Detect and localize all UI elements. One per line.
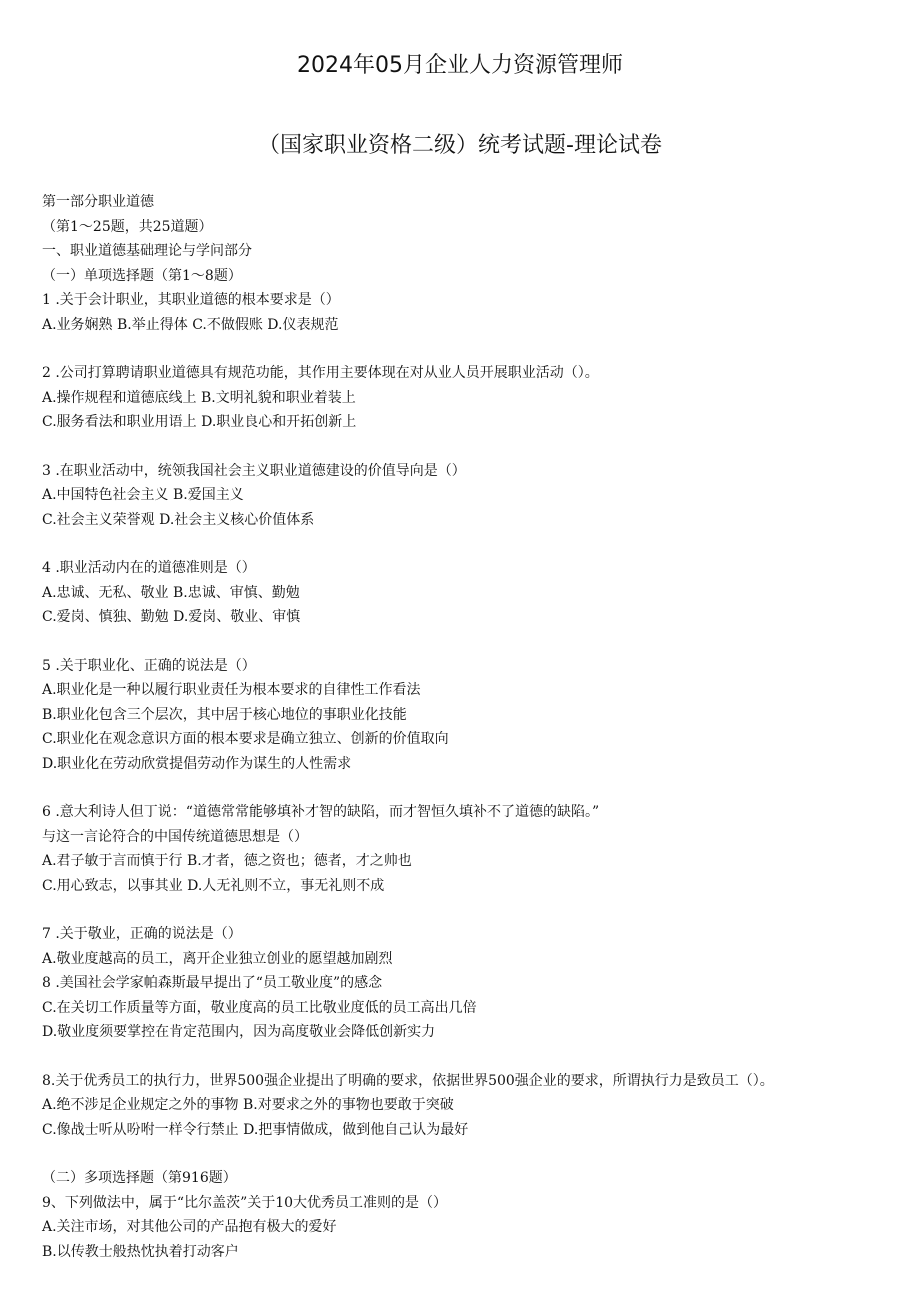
text-line: C.服务看法和职业用语上 D.职业良心和开拓创新上 <box>42 414 357 430</box>
text-line: C.在关切工作质量等方面，敬业度高的员工比敬业度低的员工高出几倍 <box>42 999 477 1016</box>
blank-line <box>42 1142 892 1166</box>
text-line: A.操作规程和道德底线上 B.文明礼貌和职业着装上 <box>42 389 356 406</box>
text-line: C.用心致志，以事其业 D.人无礼则不立，事无礼则不成 <box>42 877 385 894</box>
text-line: （第1～25题，共25道题） <box>42 218 213 235</box>
text-line: C.爱岗、慎独、勤勉 D.爱岗、敬业、审慎 <box>42 609 301 625</box>
text-line: （二）多项选择题（第916题） <box>42 1170 237 1186</box>
blank-line <box>42 337 892 361</box>
text-line: 8.关于优秀员工的执行力，世界500强企业提出了明确的要求，依据世界500强企业的要求，所谓执行力是致员工（）。 <box>42 1072 774 1089</box>
blank-line <box>42 630 892 654</box>
text-line: D.职业化在劳动欣赏提倡劳动作为谋生的人性需求 <box>42 755 352 772</box>
blank-line <box>42 776 892 800</box>
text-line: A.中国特色社会主义 B.爱国主义 <box>42 487 244 503</box>
text-line: 7 .关于敬业，正确的说法是（） <box>42 926 242 942</box>
text-line: C.像战士听从吩咐一样令行禁止 D.把事情做成，做到他自己认为最好 <box>42 1121 469 1138</box>
text-line: （一）单项选择题（第1～8题） <box>42 267 242 284</box>
text-line: 9、下列做法中，属于“比尔盖茨”关于10大优秀员工准则的是（） <box>42 1194 448 1211</box>
blank-line <box>42 898 892 922</box>
text-line: A.关注市场，对其他公司的产品抱有极大的爱好 <box>42 1219 337 1235</box>
text-line: C.职业化在观念意识方面的根本要求是确立独立、创新的价值取向 <box>42 731 449 747</box>
text-line: 与这一言论符合的中国传统道德思想是（） <box>42 828 308 845</box>
blank-line <box>42 1045 892 1069</box>
text-line: 1 .关于会计职业，其职业道德的根本要求是（） <box>42 292 340 308</box>
text-line: A.君子敏于言而慎于行 B.才者，德之资也；德者，才之帅也 <box>42 853 412 869</box>
text-line: A.业务娴熟 B.举止得体 C.不做假账 D.仪表规范 <box>42 316 339 333</box>
document-subtitle: （国家职业资格二级）统考试题-理论试卷 <box>258 133 662 158</box>
text-line: 5 .关于职业化、正确的说法是（） <box>42 657 256 674</box>
text-line: D.敬业度须要掌控在肯定范围内，因为高度敬业会降低创新实力 <box>42 1024 436 1040</box>
document-body <box>42 190 892 1264</box>
text-line: 一、职业道德基础理论与学问部分 <box>42 243 252 259</box>
text-line: A.职业化是一种以履行职业责任为根本要求的自律性工作看法 <box>42 682 421 698</box>
document-title: 2024年05月企业人力资源管理师 <box>297 53 623 78</box>
text-line: C.社会主义荣誉观 D.社会主义核心价值体系 <box>42 511 315 528</box>
text-line: 3 .在职业活动中，统领我国社会主义职业道德建设的价值导向是（） <box>42 462 466 479</box>
text-line: A.忠诚、无私、敬业 B.忠诚、审慎、勤勉 <box>42 584 300 601</box>
text-line: 第一部分职业道德 <box>42 194 154 210</box>
text-line: 6 .意大利诗人但丁说：“道德常常能够填补才智的缺陷，而才智恒久填补不了道德的缺陷。” <box>42 804 600 820</box>
text-line: B.以传教士般热忱执着打动客户 <box>42 1243 239 1260</box>
text-line: B.职业化包含三个层次，其中居于核心地位的事职业化技能 <box>42 706 407 723</box>
text-line: 8 .美国社会学家帕森斯最早提出了“员工敬业度”的感念 <box>42 975 383 991</box>
blank-line <box>42 435 892 459</box>
text-line: A.敬业度越高的员工，离开企业独立创业的愿望越加剧烈 <box>42 950 393 967</box>
blank-line <box>42 532 892 556</box>
text-line: 4 .职业活动内在的道德准则是（） <box>42 560 256 576</box>
text-line: A.绝不涉足企业规定之外的事物 B.对要求之外的事物也要敢于突破 <box>42 1097 454 1113</box>
text-line: 2 .公司打算聘请职业道德具有规范功能，其作用主要体现在对从业人员开展职业活动（）。 <box>42 365 599 381</box>
